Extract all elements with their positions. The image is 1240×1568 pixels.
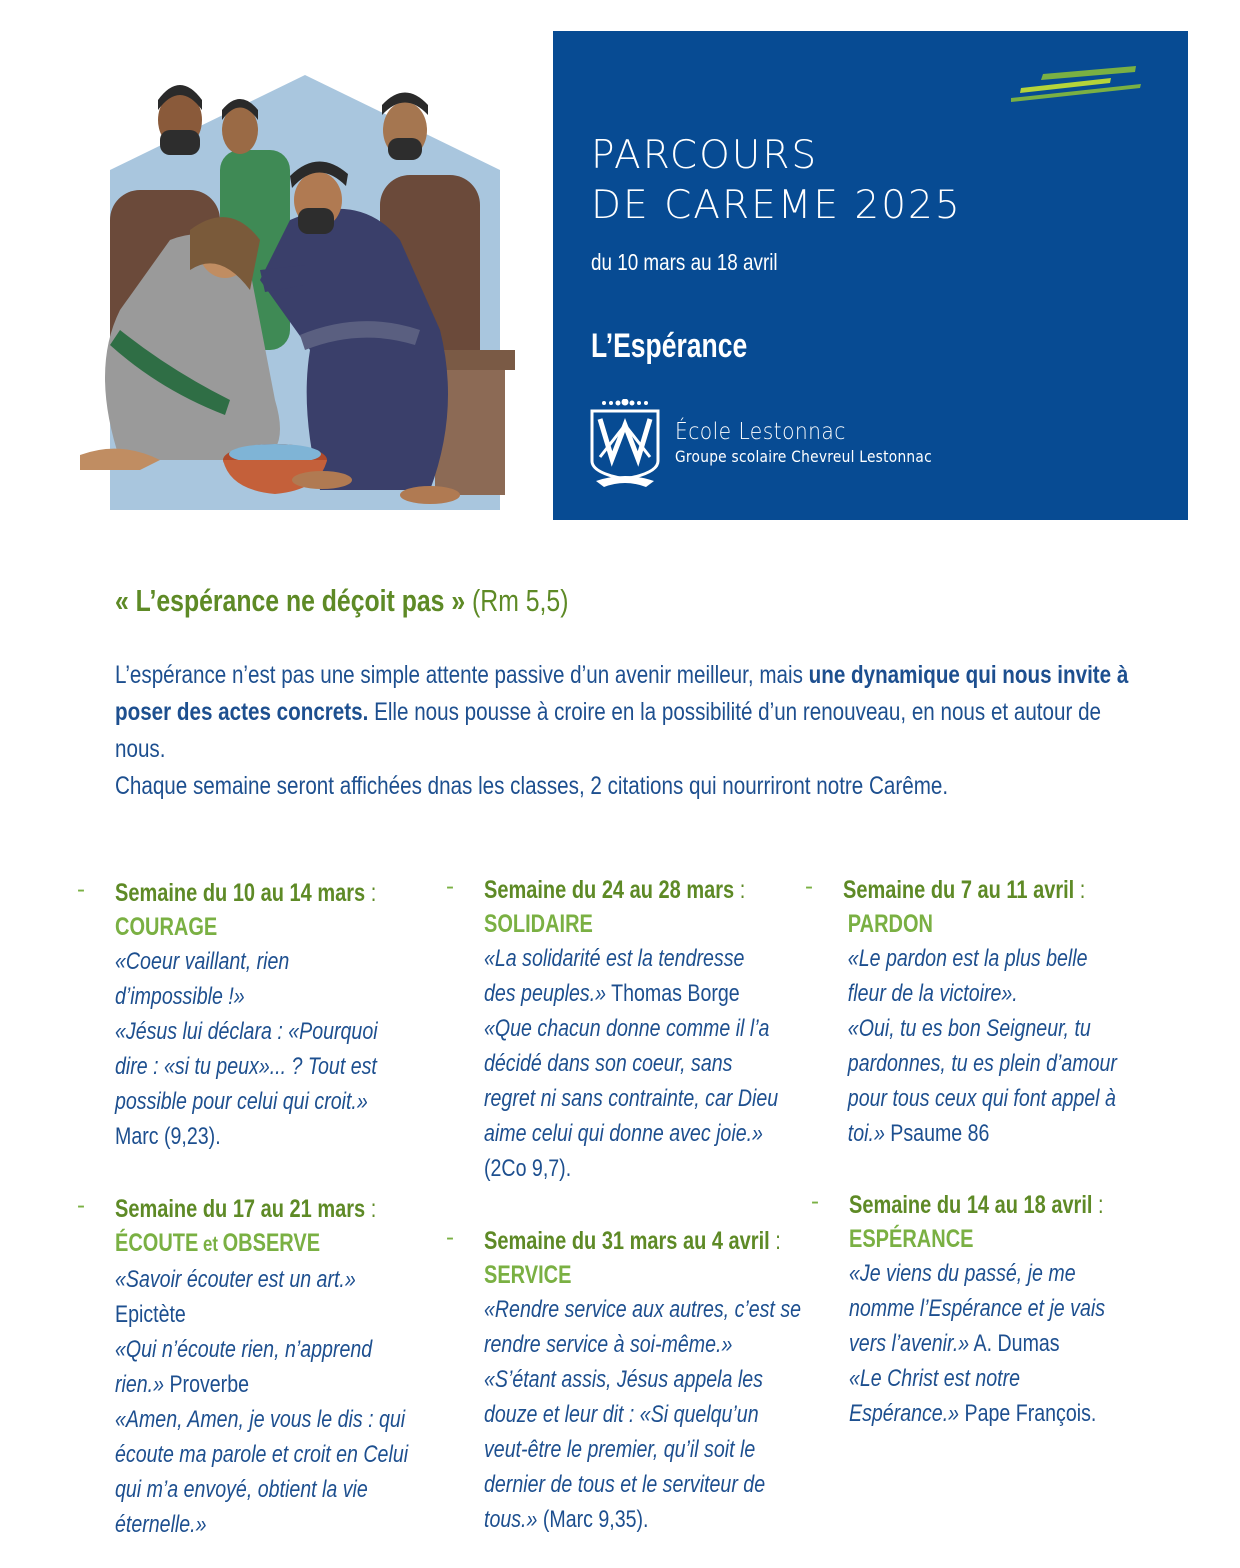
list-dash: - <box>77 876 85 903</box>
week-title-text: Semaine du 10 au 14 mars <box>115 879 366 907</box>
title-line-1: PARCOURS <box>591 133 819 178</box>
week-word: SOLIDAIRE <box>484 910 593 938</box>
week-block-3 <box>446 873 854 1186</box>
week-title <box>115 876 411 910</box>
theme-title: L’Espérance <box>591 327 748 365</box>
quote-italic: «La solidarité est la tendresse des peuples.» <box>484 945 745 1007</box>
intro-paragraph <box>115 657 1146 768</box>
week-title-text: Semaine du 7 au 11 avril <box>843 876 1075 904</box>
quote-italic: «Savoir écouter est un art.» <box>115 1266 356 1293</box>
quote-italic: «Coeur vaillant, rien d’impossible !» <box>115 948 290 1010</box>
quote-italic: «Rendre service aux autres, c’est se rendre service à soi-même.» <box>484 1296 802 1358</box>
list-dash: - <box>77 1192 85 1219</box>
quote-source: Thomas Borge <box>606 980 740 1007</box>
week-title-colon: : <box>1074 876 1086 904</box>
week-title <box>484 873 780 907</box>
quote-italic: «Jésus lui déclara : «Pourquoi dire : «si tu peux»... ? Tout est possible pour celui qui croit.» <box>115 1018 378 1115</box>
intro-part-2: Elle nous pousse à croire en la possibilité d’un renouveau, en nous et autour de nous. <box>115 698 1102 763</box>
week-word-small: et <box>198 1233 223 1256</box>
title-line-2: DE CAREME 2025 <box>591 183 962 228</box>
school-logo-icon <box>586 399 664 489</box>
week-title-text: Semaine du 17 au 21 mars <box>115 1195 366 1223</box>
week-quote-1 <box>115 1262 387 1332</box>
week-title <box>484 1224 780 1258</box>
quote-italic: «Le pardon est la plus belle fleur de la victoire». <box>847 945 1088 1007</box>
quote-reference: (Rm 5,5) <box>472 583 569 618</box>
week-quote-1 <box>843 941 1124 1011</box>
week-quote-1 <box>484 1292 804 1362</box>
decorative-lines-icon <box>1011 66 1141 106</box>
quote-source: Marc (9,23). <box>115 1123 221 1150</box>
week-block-5 <box>805 873 1213 1151</box>
intro-bold: une dynamique qui nous invite à poser des actes concrets. <box>115 661 1129 726</box>
quote-source: A. Dumas <box>969 1330 1060 1357</box>
week-title <box>843 873 1139 907</box>
week-title-colon: : <box>365 1195 377 1223</box>
quote-italic: «Je viens du passé, je me nomme l’Espérance et je vais vers l’avenir.» <box>849 1260 1106 1357</box>
week-title-text: Semaine du 31 mars au 4 avril <box>484 1227 770 1255</box>
intro-line-2: Chaque semaine seront affichées dnas les classes, 2 citations qui nourriront notre Carême. <box>115 772 949 800</box>
week-block-4 <box>446 1224 854 1537</box>
week-quote-3 <box>115 1402 415 1542</box>
intro-text <box>115 657 1146 805</box>
quote-italic: «Le Christ est notre Espérance.» <box>849 1365 1021 1427</box>
week-title <box>115 1192 411 1226</box>
week-quote-2 <box>849 1361 1105 1431</box>
quote-text: « L’espérance ne déçoit pas » <box>115 583 466 618</box>
quote-source: Pape François. <box>959 1400 1097 1427</box>
week-quote-1 <box>115 944 387 1014</box>
list-dash: - <box>446 873 454 900</box>
list-dash: - <box>446 1224 454 1251</box>
quote-italic: «Oui, tu es bon Seigneur, tu pardonnes, tu es plein d’amour pour tous ceux qui font appel à toi.» <box>847 1015 1117 1147</box>
week-quote-2 <box>843 1011 1124 1151</box>
week-quote-2 <box>484 1362 800 1537</box>
week-title-text: Semaine du 14 au 18 avril <box>849 1191 1093 1219</box>
foot-washing-illustration <box>60 70 530 510</box>
header-banner <box>553 31 1188 520</box>
week-word: COURAGE <box>115 913 218 941</box>
week-word-end: OBSERVE <box>222 1229 321 1257</box>
school-name: École Lestonnac <box>675 419 846 445</box>
quote-italic: «Que chacun donne comme il l’a décidé dans son coeur, sans regret ni sans contrainte, car Dieu aime celui qui donne avec joie.» <box>484 1015 779 1147</box>
week-quote-1 <box>484 941 772 1011</box>
week-quote-2 <box>115 1014 399 1154</box>
week-word: ESPÉRANCE <box>849 1225 974 1253</box>
quote-italic: «Amen, Amen, je vous le dis : qui écoute ma parole et croit en Celui qui m’a envoyé, obtient la vie éternelle.» <box>115 1406 409 1538</box>
week-block-1 <box>77 876 485 1154</box>
quote-source: Epictète <box>115 1301 186 1328</box>
week-block-6 <box>811 1188 1219 1431</box>
week-title-colon: : <box>734 876 746 904</box>
quote-italic: «Qui n’écoute rien, n’apprend rien.» <box>115 1336 373 1398</box>
week-quote-2 <box>115 1332 387 1402</box>
page-title <box>591 131 962 231</box>
week-word: SERVICE <box>484 1261 572 1289</box>
main-quote <box>115 583 568 619</box>
week-title <box>849 1188 1145 1222</box>
week-title-colon: : <box>365 879 377 907</box>
week-title-colon: : <box>1092 1191 1104 1219</box>
week-block-2 <box>77 1192 485 1542</box>
quote-italic: «S’étant assis, Jésus appela les douze et leur dit : «Si quelqu’un veut-être le premier, qu’il soit le dernier de tous et le serviteur de tous.» <box>484 1366 766 1533</box>
week-quote-1 <box>849 1256 1125 1361</box>
week-word <box>115 1226 411 1262</box>
intro-part-1: L’espérance n’est pas une simple attente passive d’un avenir meilleur, mais <box>115 661 809 689</box>
school-subtitle: Groupe scolaire Chevreul Lestonnac <box>675 447 932 466</box>
week-title-text: Semaine du 24 au 28 mars <box>484 876 735 904</box>
date-range: du 10 mars au 18 avril <box>591 249 778 275</box>
week-quote-2 <box>484 1011 788 1186</box>
quote-source: (2Co 9,7). <box>484 1155 572 1182</box>
list-dash: - <box>811 1188 819 1215</box>
list-dash: - <box>805 873 813 900</box>
week-word-main: ÉCOUTE <box>115 1229 199 1257</box>
quote-source: (Marc 9,35). <box>537 1506 649 1533</box>
week-title-colon: : <box>769 1227 781 1255</box>
week-word: PARDON <box>847 910 933 938</box>
quote-source: Proverbe <box>164 1371 250 1398</box>
quote-source: Psaume 86 <box>884 1120 990 1147</box>
